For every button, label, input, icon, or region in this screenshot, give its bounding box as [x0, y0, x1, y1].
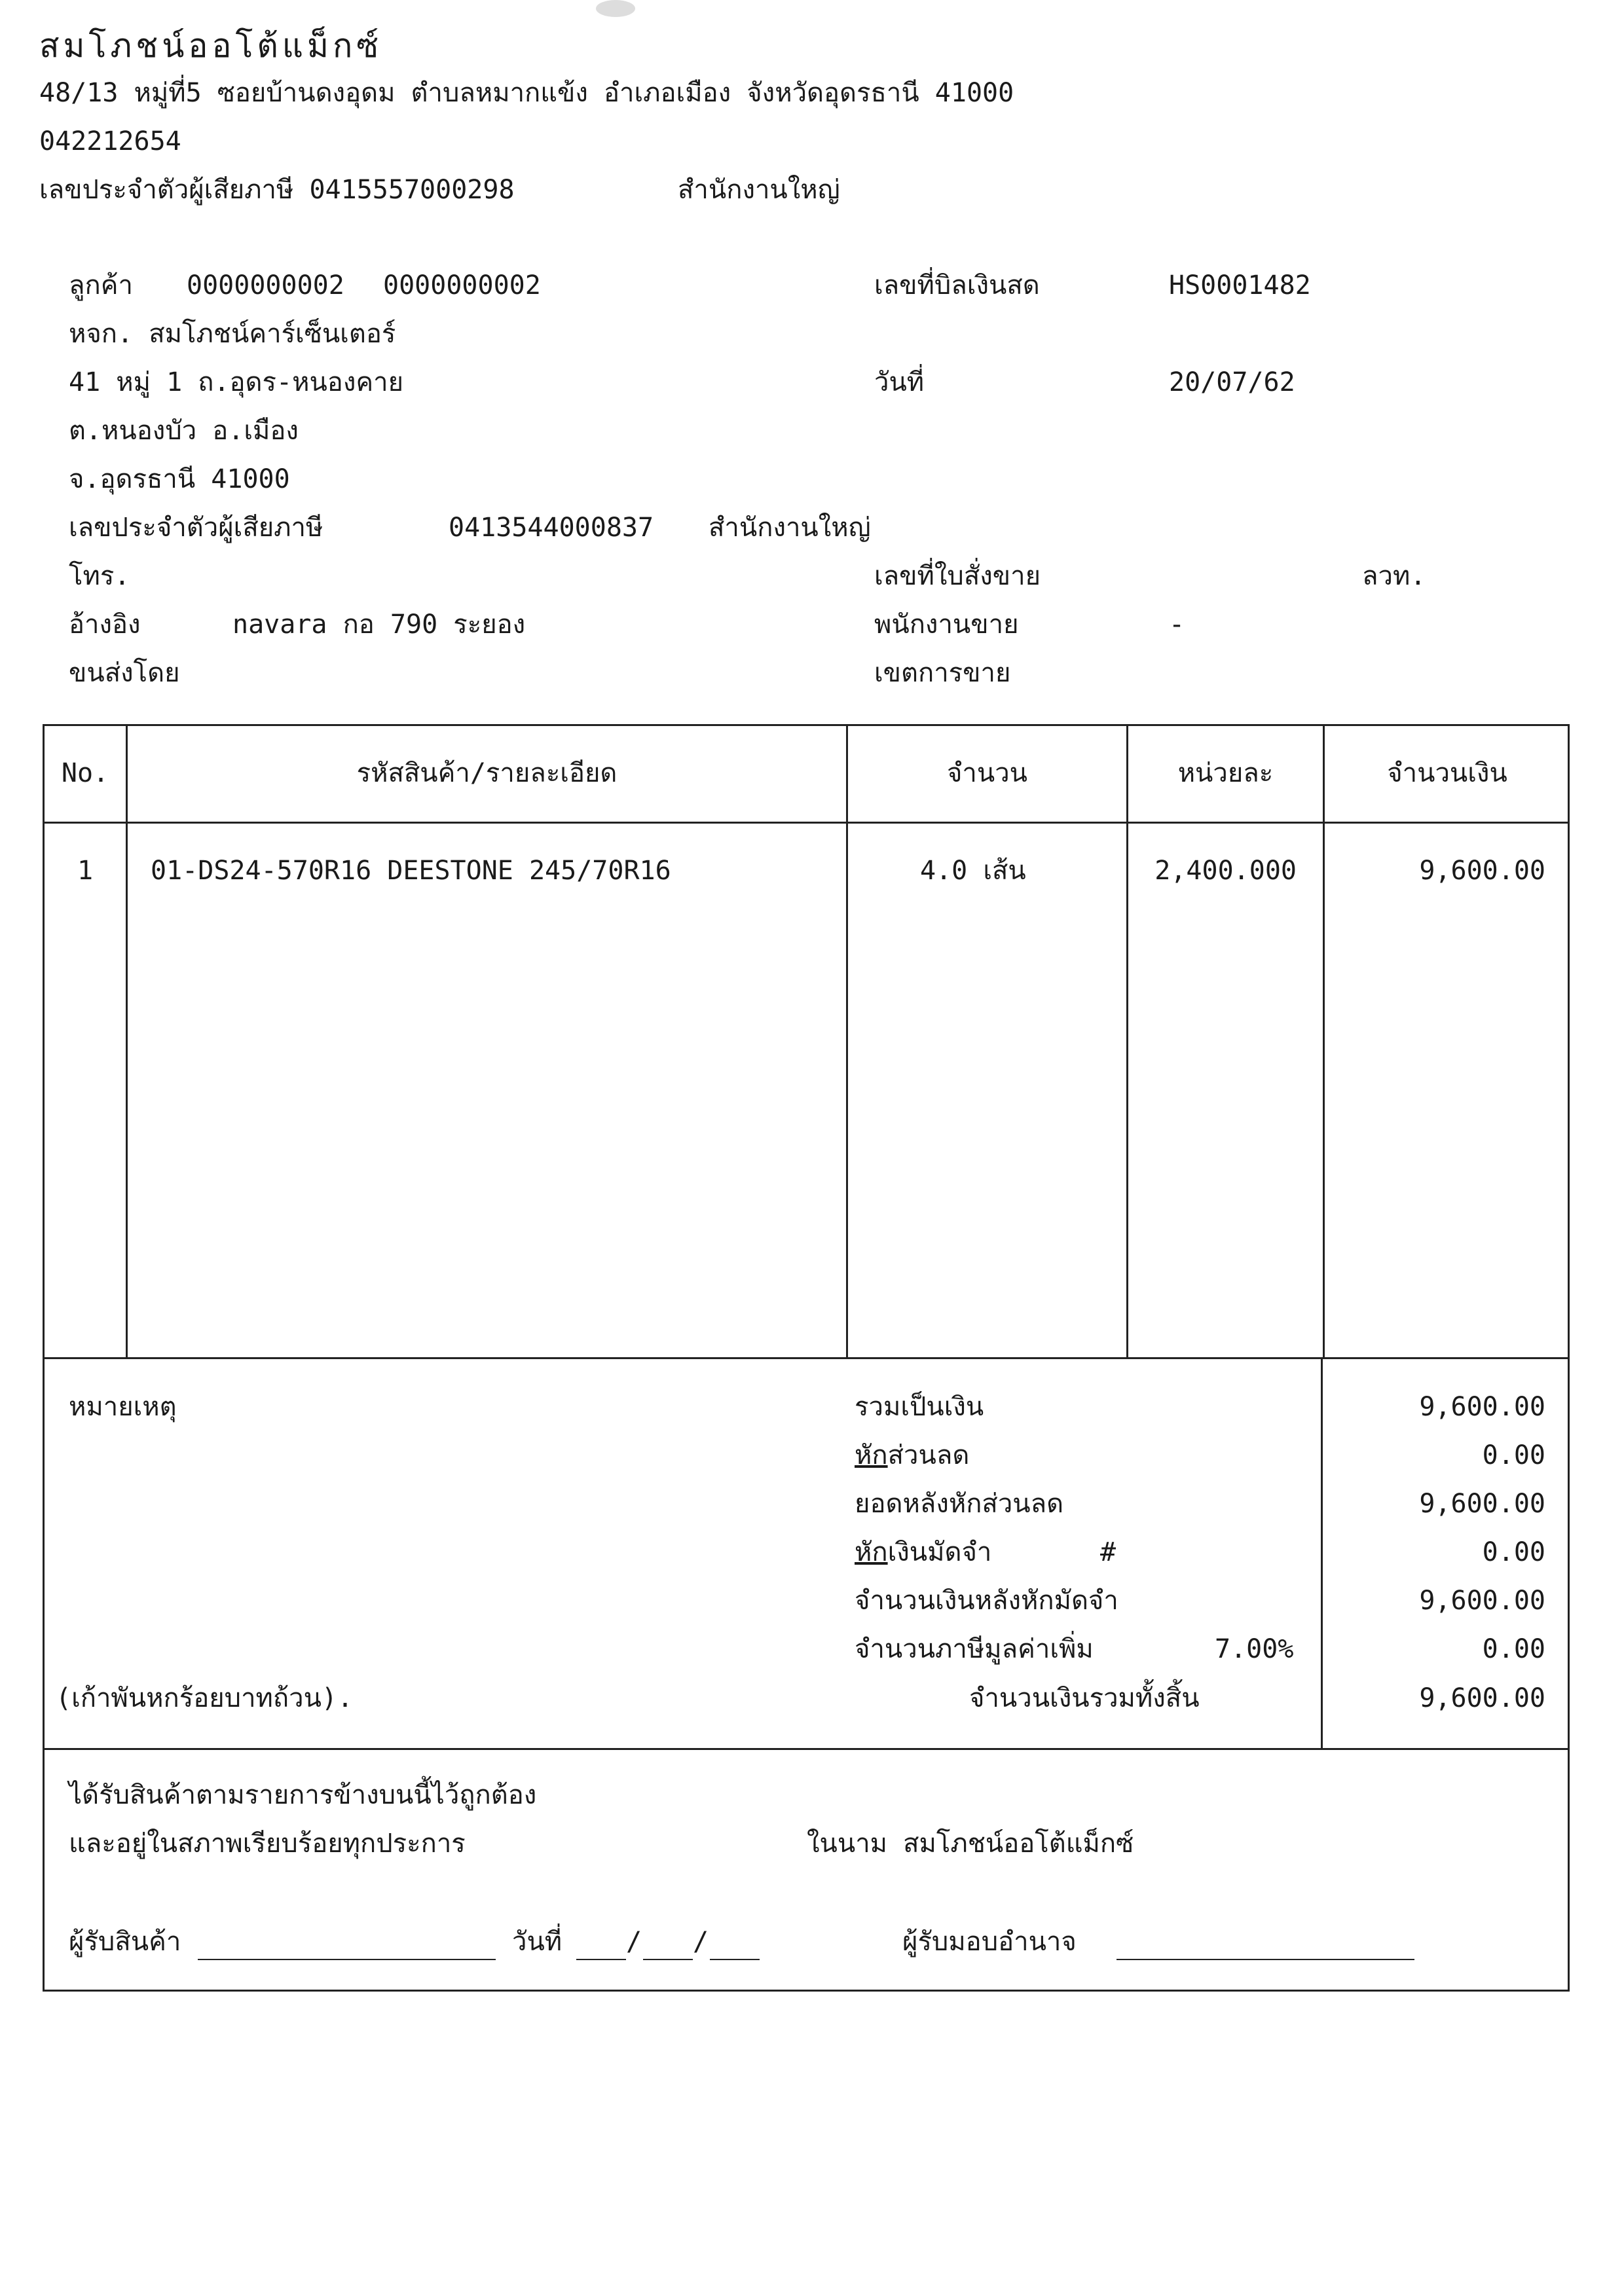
- salesperson-label: พนักงานขาย: [874, 610, 1019, 640]
- date-slash-2: /: [693, 1927, 709, 1957]
- customer-address-2: ต.หนองบัว อ.เมือง: [69, 416, 299, 446]
- after-discount-value: 9,600.00: [1419, 1489, 1545, 1519]
- grand-total-label: จำนวนเงินรวมทั้งสิ้น: [969, 1683, 1200, 1713]
- vat-value: 0.00: [1482, 1634, 1545, 1664]
- receiver-signature-line: [198, 1959, 496, 1960]
- customer-ref-value: navara กอ 790 ระยอง: [232, 610, 526, 640]
- customer-ship-label: ขนส่งโดย: [69, 658, 180, 688]
- total-label: รวมเป็นเงิน: [855, 1392, 984, 1422]
- customer-address-3: จ.อุดรธานี 41000: [69, 464, 290, 494]
- column-header-description: รหัสสินค้า/รายละเอียด: [356, 758, 618, 788]
- customer-ref-label: อ้างอิง: [69, 610, 141, 640]
- customer-branch: สำนักงานใหญ่: [709, 513, 871, 543]
- receive-date-label: วันที่: [512, 1927, 563, 1957]
- on-behalf-of: ในนาม สมโภชน์ออโต้แม็กซ์: [807, 1829, 1134, 1859]
- customer-code-1: 0000000002: [187, 270, 344, 301]
- row-amount: 9,600.00: [1419, 856, 1545, 886]
- column-header-unit-price: หน่วยละ: [1177, 758, 1274, 788]
- row-unit-price: 2,400.000: [1154, 856, 1297, 886]
- row-quantity: 4.0 เส้น: [920, 856, 1026, 886]
- customer-label: ลูกค้า: [69, 270, 133, 301]
- items-table: [43, 724, 1570, 1359]
- column-header-amount: จำนวนเงิน: [1387, 758, 1507, 788]
- date-day-line: [576, 1959, 626, 1960]
- authorized-label: ผู้รับมอบอำนาจ: [902, 1927, 1077, 1957]
- sales-order-label: เลขที่ใบสั่งขาย: [874, 561, 1041, 591]
- deposit-mark: #: [1100, 1537, 1116, 1567]
- date-month-line: [643, 1959, 693, 1960]
- company-branch: สำนักงานใหญ่: [678, 175, 840, 205]
- sales-order-value: ลวท.: [1362, 561, 1426, 591]
- column-header-no: No.: [61, 758, 109, 788]
- company-address: 48/13 หมู่ที่5 ซอยบ้านดงอุดม ตำบลหมากแข้ง อำเภอเมือง จังหวัดอุดรธานี 41000: [39, 78, 1014, 108]
- remark-label: หมายเหตุ: [69, 1392, 177, 1422]
- grand-total-value: 9,600.00: [1419, 1683, 1545, 1713]
- row-description: 01-DS24-570R16 DEESTONE 245/70R16: [151, 856, 671, 886]
- acknowledgment-line-2: และอยู่ในสภาพเรียบร้อยทุกประการ: [69, 1829, 466, 1859]
- bill-no-label: เลขที่บิลเงินสด: [874, 270, 1040, 301]
- sales-area-label: เขตการขาย: [874, 658, 1011, 688]
- deposit-value: 0.00: [1482, 1537, 1545, 1567]
- customer-tax-id: 0413544000837: [449, 513, 654, 543]
- row-no: 1: [77, 856, 94, 886]
- discount-value: 0.00: [1482, 1440, 1545, 1470]
- salesperson-value: -: [1169, 610, 1185, 640]
- amount-in-words: (เก้าพันหกร้อยบาทถ้วน).: [56, 1683, 354, 1713]
- receiver-label: ผู้รับสินค้า: [69, 1927, 181, 1957]
- company-name: สมโภชน์ออโต้แม็กซ์: [39, 27, 383, 65]
- header-divider: [43, 822, 1570, 824]
- customer-address-1: 41 หมู่ 1 ถ.อุดร-หนองคาย: [69, 367, 404, 397]
- company-phone: 042212654: [39, 126, 181, 156]
- bill-date-value: 20/07/62: [1169, 367, 1295, 397]
- customer-tel-label: โทร.: [69, 561, 130, 591]
- customer-name: หจก. สมโภชน์คาร์เซ็นเตอร์: [69, 319, 396, 349]
- bill-date-label: วันที่: [874, 367, 925, 397]
- date-slash-1: /: [626, 1927, 642, 1957]
- customer-code-2: 0000000002: [383, 270, 541, 301]
- date-year-line: [710, 1959, 760, 1960]
- authorized-signature-line: [1116, 1959, 1414, 1960]
- bill-no-value: HS0001482: [1169, 270, 1311, 301]
- after-deposit-value: 9,600.00: [1419, 1586, 1545, 1616]
- deposit-label: หักเงินมัดจำ: [855, 1537, 992, 1567]
- company-tax-id: เลขประจำตัวผู้เสียภาษี 0415557000298: [39, 175, 515, 205]
- acknowledgment-line-1: ได้รับสินค้าตามรายการข้างบนนี้ไว้ถูกต้อง: [69, 1780, 537, 1810]
- discount-label: หักส่วนลด: [855, 1440, 970, 1470]
- column-header-quantity: จำนวน: [946, 758, 1028, 788]
- total-value: 9,600.00: [1419, 1392, 1545, 1422]
- after-deposit-label: จำนวนเงินหลังหักมัดจำ: [855, 1586, 1118, 1616]
- scan-smudge: [596, 0, 635, 17]
- vat-rate: 7.00%: [1215, 1634, 1294, 1664]
- vat-label: จำนวนภาษีมูลค่าเพิ่ม: [855, 1634, 1094, 1664]
- customer-tax-label: เลขประจำตัวผู้เสียภาษี: [69, 513, 323, 543]
- after-discount-label: ยอดหลังหักส่วนลด: [855, 1489, 1064, 1519]
